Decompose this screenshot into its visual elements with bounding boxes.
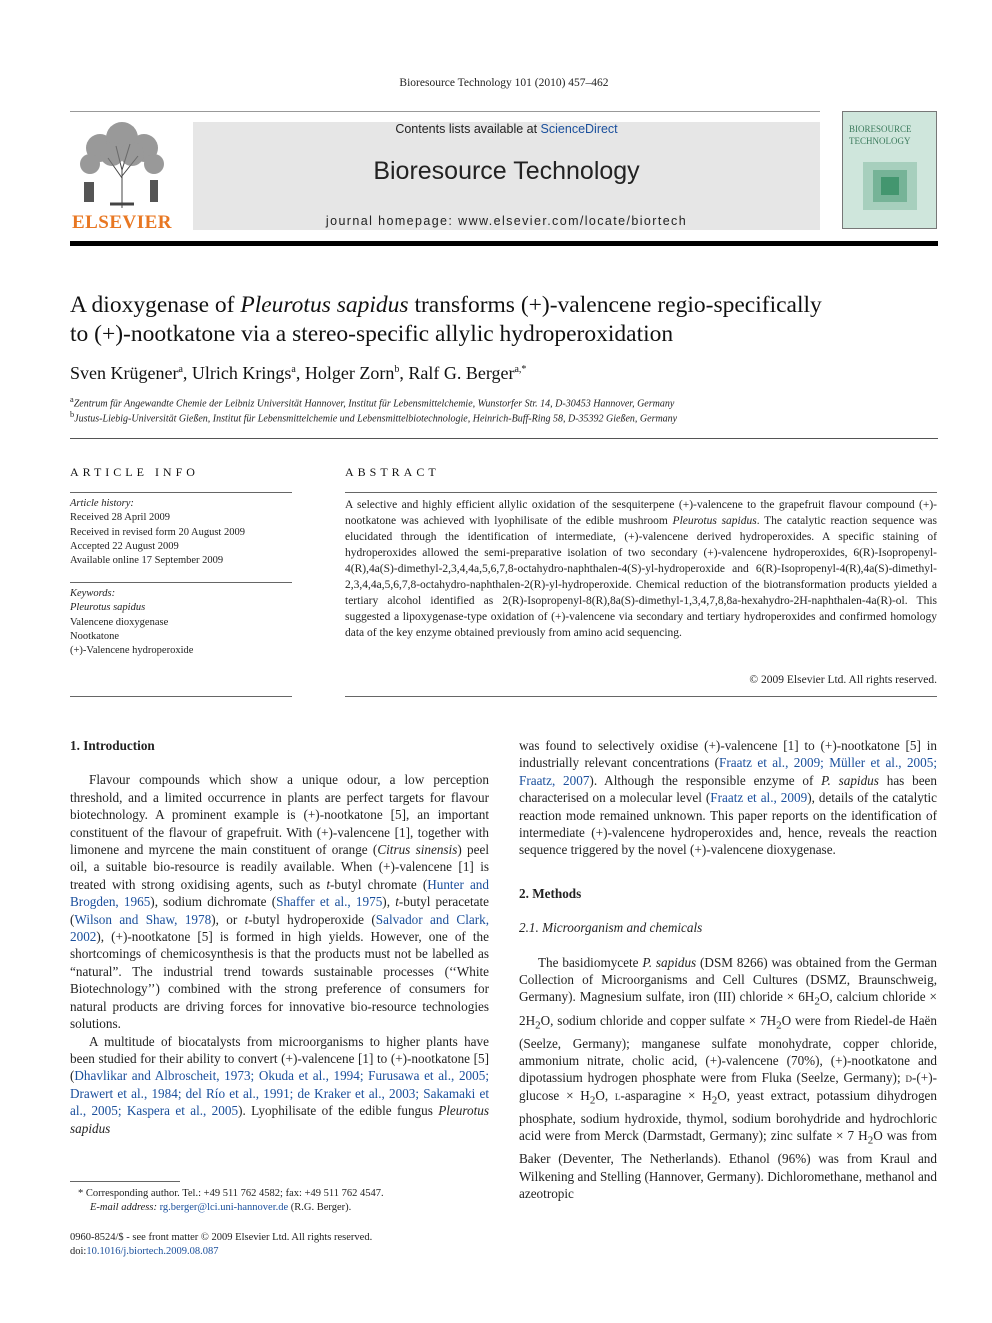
citation-link[interactable]: Shaffer et al., 1975 — [276, 894, 383, 910]
affiliation-b: $^b$Justus-Liebig-Universität Gießen, Institut für Lebensmittelchemie und Lebensmittelbiotechnologie, Heinrich-Buff-Ring 58, D-35392 Gießen, Germany — [70, 410, 678, 425]
citation-link[interactable]: Hunter and Brogden, 1965 — [70, 876, 489, 910]
article-title: A dioxygenase of Pleurotus sapidus transforms (+)-valencene regio-specifically to (+)-nootkatone via a stereo-specific allylic hydroperoxidation — [70, 292, 822, 347]
issn-doi: 0960-8524/$ - see front matter © 2009 Elsevier Ltd. All rights reserved. doi:10.1016/j.biortech.2009.08.087 — [70, 1232, 373, 1257]
paragraph: A multitude of biocatalysts from microorganisms to higher plants have been studied for their ability to convert (+)-valencene [1] to (+)-nootkatone [5] (Dhavlikar and Albroscheit, 1973; Okuda et al., 1994; Furusawa et al., 2005; Drawert et al., 1984; del Río et al., 1991; de Kraker et al., 2003; Sakamaki et al., 2005; Kaspera et al., 2005). Lyophilisate of the edible fungus Pleurotus sapidus — [70, 1033, 489, 1136]
citation-link[interactable]: Dhavlikar and Albroscheit, 1973; Okuda et al., 1994; Furusawa et al., 2005; Drawert et al., 1984; del Río et al., 1991; de Kraker et al., 2003; Sakamaki et al., 2005; Kaspera et al., 2005 — [70, 1068, 489, 1119]
abstract-rule — [345, 696, 937, 697]
journal-reference: Bioresource Technology 101 (2010) 457–462 — [399, 77, 609, 89]
affiliation-a: $^a$Zentrum für Angewandte Chemie der Leibniz Universität Hannover, Institut für Lebensmittelchemie, Wunstorfer Str. 14, D-30453 Hannover, Germany — [70, 395, 675, 410]
journal-cover-thumbnail — [842, 111, 937, 229]
author-list: Sven Krügener$^a$, Ulrich Krings$^a$, Holger Zorn$^b$, Ralf G. Berger$^{a,*}$ — [70, 363, 527, 383]
header-rule — [70, 111, 820, 112]
article-history: Article history: Received 28 April 2009 Received in revised form 20 August 2009 Accepted 22 August 2009 Available online 17 September 2009 — [70, 498, 245, 567]
title-rule — [70, 438, 938, 439]
svg-text:TECHNOLOGY: TECHNOLOGY — [849, 136, 911, 146]
footnote-rule — [70, 1181, 180, 1182]
info-rule — [70, 696, 292, 697]
author-name[interactable]: Ulrich Krings — [191, 363, 292, 383]
article-info-heading: ARTICLE INFO — [70, 465, 199, 479]
left-column — [70, 737, 489, 1137]
citation-link[interactable]: Fraatz et al., 2009; Müller et al., 2005; Fraatz, 2007 — [519, 755, 937, 788]
paragraph: was found to selectively oxidise (+)-valencene [1] to (+)-nootkatone [5] in industrially relevant concentrations (Fraatz et al., 2009; Müller et al., 2005; Fraatz, 2007). Although the responsible enzyme of P. sapidus has been characterised on a molecular level (Fraatz et al., 2009), details of the catalytic reaction mode remained unknown. This paper reports on the identification of intermediate (+)-valencene hydroperoxides and, hence, reveals the reaction sequence triggered by the novel (+)-valencene dioxygenase. — [519, 738, 938, 858]
author-name[interactable]: Holger Zorn — [304, 363, 395, 383]
citation-link[interactable]: Wilson and Shaw, 1978 — [74, 911, 212, 927]
citation-link[interactable]: Salvador and Clark, 2002 — [70, 911, 490, 945]
paragraph: The basidiomycete P. sapidus (DSM 8266) was obtained from the German Collection of Microorganisms and Cell Cultures (DSMZ, Braunschweig, Germany). Magnesium sulfate, iron (III) chloride × $6H_2O$, calcium chloride × $2H_2O$, sodium chloride and copper sulfate × $7H_2O$ were from Riedel-de Haën (Seelze, Germany); manganese sulfate monohydrate, copper chloride, ammonium nitrate, cholic acid, (+)-valencene (70%), (+)-nootkatone and dipotassium hydrogen phosphate were from Fluka (Seelze, Germany); $d-(+)-glucose \times H_2O$, l-asparagine × $H_2O$, yeast extract, potassium dihydrogen phosphate, sodium hydroxide, thymol, sodium borohydride and hydrochloric acid were from Merck (Darmstadt, Germany); zinc sulfate × 7 $H_2O$ was from Baker (Deventer, The Netherlands). Ethanol (96%) was from Kraul and Wilkening and Stelling (Hannover, Germany). Dichloromethane, methanol and azeotropic — [519, 954, 938, 1202]
subsection-heading: 2.1. Microorganism and chemicals — [519, 920, 703, 936]
sciencedirect-link[interactable]: ScienceDirect — [540, 122, 618, 136]
corresponding-author-note: * Corresponding author. Tel.: +49 511 762 4582; fax: +49 511 762 4547. E-mail address: rg.berger@lci.uni-hannover.de (R.G. Berger). — [78, 1188, 384, 1213]
contents-line: Contents lists available at ScienceDirect — [395, 122, 618, 136]
journal-title: Bioresource Technology — [373, 157, 640, 185]
section-heading-methods: 2. Methods — [519, 885, 582, 901]
elsevier-wordmark: ELSEVIER — [71, 212, 173, 233]
abstract-heading: ABSTRACT — [345, 465, 440, 479]
header-thick-rule — [70, 241, 938, 246]
copyright: © 2009 Elsevier Ltd. All rights reserved. — [749, 674, 937, 686]
email-link[interactable]: rg.berger@lci.uni-hannover.de — [159, 1202, 289, 1213]
right-column — [519, 737, 937, 1203]
author-name[interactable]: Sven Krügener — [70, 363, 179, 383]
paragraph: Flavour compounds which show a unique odour, a low perception threshold, and a limited occurrence in plants are perfect targets for flavour biotechnology. A prominent example is (+)-nootkatone [5], an important constituent of the flavour of grapefruit. With (+)-valencene [1], together with limonene and myrcene the main constituent of orange (Citrus sinensis) peel oil, a suitable bio-resource is readily available. When (+)-valencene [1] is treated with strong oxidising agents, such as t-butyl chromate (Hunter and Brogden, 1965), sodium dichromate (Shaffer et al., 1975), t-butyl peracetate (Wilson and Shaw, 1978), or t-butyl hydroperoxide (Salvador and Clark, 2002), (+)-nootkatone [5] is formed in high yields. However, one of the shortcomings of chemicosynthesis is that the products must not be labelled as “natural”. The industrial trend towards sustainable processes (‘‘White Biotechnology’’) combined with the strong preference of consumers for natural products are driving forces for innovative bio-resource technologies solutions. — [70, 772, 490, 1032]
info-rule — [70, 582, 292, 583]
section-heading-introduction: 1. Introduction — [70, 738, 155, 753]
info-rule — [70, 492, 292, 493]
keywords: Keywords: Pleurotus sapidus Valencene dioxygenase Nootkatone (+)-Valencene hydroperoxide — [70, 588, 194, 657]
doi-link[interactable]: 10.1016/j.biortech.2009.08.087 — [86, 1246, 219, 1257]
citation-link[interactable]: Fraatz et al., 2009 — [710, 790, 808, 806]
abstract-rule — [345, 492, 937, 493]
author-name[interactable]: Ralf G. Berger — [408, 363, 515, 383]
abstract-text: A selective and highly efficient allylic oxidation of the sesquiterpene (+)-valencene to the grapefruit flavour compound (+)-nootkatone was achieved with lyophilisate of the edible mushroom Pleurotus sapidus. The catalytic reaction sequence was elucidated through the identification of intermediate, (+)-valencene derived hydroperoxides. A specific staining of hydroperoxides allowed the semi-preparative isolation of two secondary (+)-valencene hydroperoxides, 6(R)-Isopropenyl-4(R),4a(S)-dimethyl-2,3,4,4a,5,6,7,8-octahydro-naphthalen-4(S)-yl-hydroperoxide and 6(R)-Isopropenyl-4(R),4a(S)-dimethyl-2,3,4,4a,5,6,7,8-octahydro-naphthalen-2(R)-yl-hydroperoxide. Chemical reduction of the biotransformation products yielded a tertiary alcohol identified as 2(R)-Isopropenyl-8(R),8a(S)-dimethyl-1,3,4,7,8,8a-hexahydro-2H-naphthalen-4a(R)-ol. This suggested a lipoxygenase-type oxidation of (+)-valencene via secondary and tertiary hydroperoxides and confirmed homology data of the key enzyme obtained previously from amino acid sequencing. — [345, 499, 937, 639]
journal-homepage[interactable]: journal homepage: www.elsevier.com/locate/biortech — [325, 214, 688, 228]
svg-text:BIORESOURCE: BIORESOURCE — [849, 124, 912, 134]
